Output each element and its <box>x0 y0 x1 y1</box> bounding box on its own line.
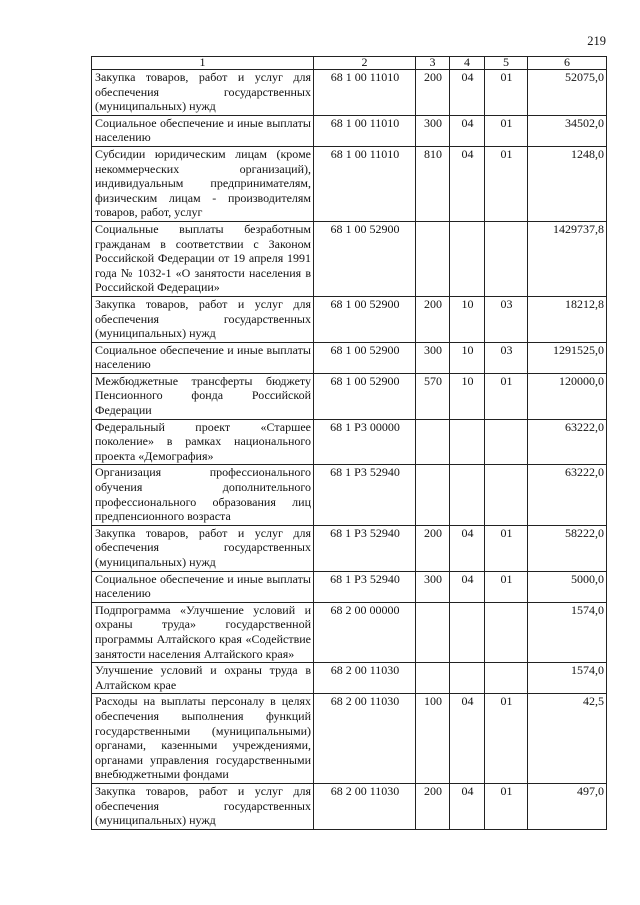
row-expense-type: 810 <box>416 146 450 221</box>
row-target-code: 68 1 00 52900 <box>314 342 416 373</box>
row-amount: 18212,8 <box>528 296 607 342</box>
row-expense-type <box>416 419 450 465</box>
row-section: 10 <box>450 373 485 419</box>
row-description: Улучшение условий и охраны труда в Алтайском крае <box>92 663 314 694</box>
row-section <box>450 663 485 694</box>
row-description: Организация профессионального обучения дополнительного профессионального образования лиц предпенсионного возраста <box>92 465 314 525</box>
row-subsection: 01 <box>485 115 528 146</box>
row-target-code: 68 2 00 00000 <box>314 602 416 662</box>
column-header: 5 <box>485 57 528 70</box>
row-subsection: 01 <box>485 694 528 784</box>
row-target-code: 68 1 P3 52940 <box>314 525 416 571</box>
table-row <box>92 602 607 662</box>
table-row <box>92 373 607 419</box>
column-header: 3 <box>416 57 450 70</box>
row-target-code: 68 2 00 11030 <box>314 694 416 784</box>
column-header: 1 <box>92 57 314 70</box>
row-amount: 5000,0 <box>528 571 607 602</box>
table-row <box>92 296 607 342</box>
row-subsection <box>485 465 528 525</box>
row-target-code: 68 2 00 11030 <box>314 663 416 694</box>
row-target-code: 68 1 P3 52940 <box>314 465 416 525</box>
row-section: 04 <box>450 525 485 571</box>
column-header: 2 <box>314 57 416 70</box>
row-amount: 63222,0 <box>528 419 607 465</box>
row-expense-type: 200 <box>416 783 450 829</box>
row-section <box>450 221 485 296</box>
row-section: 10 <box>450 342 485 373</box>
row-section: 04 <box>450 146 485 221</box>
table-row <box>92 783 607 829</box>
row-amount: 497,0 <box>528 783 607 829</box>
budget-table <box>91 56 607 830</box>
table-row <box>92 115 607 146</box>
row-expense-type: 300 <box>416 342 450 373</box>
row-expense-type <box>416 663 450 694</box>
row-section <box>450 465 485 525</box>
row-amount: 63222,0 <box>528 465 607 525</box>
table-row <box>92 525 607 571</box>
row-section: 04 <box>450 783 485 829</box>
row-section: 04 <box>450 70 485 116</box>
row-section: 04 <box>450 115 485 146</box>
row-section: 04 <box>450 571 485 602</box>
row-subsection: 01 <box>485 146 528 221</box>
row-description: Подпрограмма «Улучшение условий и охраны труда» государственной программы Алтайского края «Содействие занятости населения Алтайского края» <box>92 602 314 662</box>
row-description: Межбюджетные трансферты бюджету Пенсионного фонда Российской Федерации <box>92 373 314 419</box>
table-row <box>92 146 607 221</box>
row-subsection: 01 <box>485 70 528 116</box>
row-description: Закупка товаров, работ и услуг для обеспечения государственных (муниципальных) нужд <box>92 296 314 342</box>
row-subsection: 01 <box>485 525 528 571</box>
page-number: 219 <box>587 34 606 48</box>
row-description: Социальные выплаты безработным гражданам в соответствии с Законом Российской Федерации от 19 апреля 1991 года № 1032-1 «О занятости населения в Российской Федерации» <box>92 221 314 296</box>
row-target-code: 68 2 00 11030 <box>314 783 416 829</box>
row-description: Субсидии юридическим лицам (кроме некоммерческих организаций), индивидуальным предпринимателям, физическим лицам - производителям товаров, работ, услуг <box>92 146 314 221</box>
row-description: Закупка товаров, работ и услуг для обеспечения государственных (муниципальных) нужд <box>92 525 314 571</box>
row-expense-type <box>416 221 450 296</box>
row-description: Социальное обеспечение и иные выплаты населению <box>92 342 314 373</box>
row-subsection <box>485 602 528 662</box>
row-expense-type <box>416 602 450 662</box>
row-target-code: 68 1 00 52900 <box>314 373 416 419</box>
row-section: 04 <box>450 694 485 784</box>
row-description: Закупка товаров, работ и услуг для обеспечения государственных (муниципальных) нужд <box>92 70 314 116</box>
table-row <box>92 70 607 116</box>
row-amount: 58222,0 <box>528 525 607 571</box>
table-row <box>92 419 607 465</box>
row-description: Федеральный проект «Старшее поколение» в рамках национального проекта «Демография» <box>92 419 314 465</box>
row-subsection: 03 <box>485 296 528 342</box>
row-subsection <box>485 221 528 296</box>
row-target-code: 68 1 00 11010 <box>314 146 416 221</box>
table-row <box>92 342 607 373</box>
row-amount: 1291525,0 <box>528 342 607 373</box>
table-row <box>92 663 607 694</box>
table-row <box>92 694 607 784</box>
row-amount: 34502,0 <box>528 115 607 146</box>
row-target-code: 68 1 P3 00000 <box>314 419 416 465</box>
row-section <box>450 419 485 465</box>
row-subsection <box>485 419 528 465</box>
column-header: 6 <box>528 57 607 70</box>
row-target-code: 68 1 00 11010 <box>314 70 416 116</box>
table-row <box>92 465 607 525</box>
table-row <box>92 221 607 296</box>
row-target-code: 68 1 00 11010 <box>314 115 416 146</box>
row-section: 10 <box>450 296 485 342</box>
row-description: Социальное обеспечение и иные выплаты населению <box>92 571 314 602</box>
row-expense-type: 200 <box>416 296 450 342</box>
row-amount: 120000,0 <box>528 373 607 419</box>
row-expense-type: 300 <box>416 115 450 146</box>
row-subsection: 03 <box>485 342 528 373</box>
row-expense-type: 300 <box>416 571 450 602</box>
row-amount: 1429737,8 <box>528 221 607 296</box>
row-subsection: 01 <box>485 783 528 829</box>
row-expense-type <box>416 465 450 525</box>
row-subsection <box>485 663 528 694</box>
row-amount: 1574,0 <box>528 602 607 662</box>
row-amount: 1574,0 <box>528 663 607 694</box>
row-amount: 1248,0 <box>528 146 607 221</box>
table-body <box>92 70 607 830</box>
row-description: Социальное обеспечение и иные выплаты населению <box>92 115 314 146</box>
row-target-code: 68 1 00 52900 <box>314 296 416 342</box>
row-expense-type: 200 <box>416 525 450 571</box>
row-amount: 42,5 <box>528 694 607 784</box>
row-target-code: 68 1 00 52900 <box>314 221 416 296</box>
row-description: Закупка товаров, работ и услуг для обеспечения государственных (муниципальных) нужд <box>92 783 314 829</box>
row-expense-type: 200 <box>416 70 450 116</box>
row-subsection: 01 <box>485 373 528 419</box>
column-number-row <box>92 57 607 70</box>
row-expense-type: 100 <box>416 694 450 784</box>
row-expense-type: 570 <box>416 373 450 419</box>
row-target-code: 68 1 P3 52940 <box>314 571 416 602</box>
row-subsection: 01 <box>485 571 528 602</box>
row-section <box>450 602 485 662</box>
row-amount: 52075,0 <box>528 70 607 116</box>
column-header: 4 <box>450 57 485 70</box>
table-row <box>92 571 607 602</box>
row-description: Расходы на выплаты персоналу в целях обеспечения выполнения функций государственными (муниципальными) органами, казенными учреждениями, органами управления государственными внебюджетными фондами <box>92 694 314 784</box>
